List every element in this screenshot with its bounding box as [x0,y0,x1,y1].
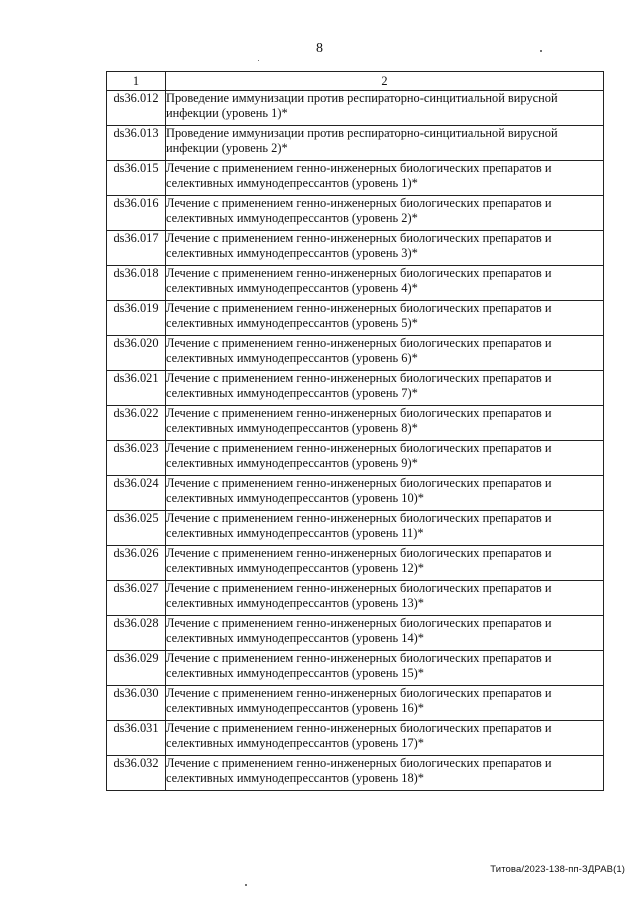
description-line-1: Лечение с применением генно-инженерных биологических препаратов и [166,196,552,210]
table-row [107,651,604,686]
table-row [107,336,604,371]
row-code: ds36.022 [107,406,166,441]
table-row [107,756,604,791]
description-line-1: Лечение с применением генно-инженерных биологических препаратов и [166,231,552,245]
row-code: ds36.021 [107,371,166,406]
description-line-2: селективных иммунодепрессантов (уровень 10)* [166,491,425,505]
column-header-code: 1 [107,72,166,91]
description-line-1: Лечение с применением генно-инженерных биологических препаратов и [166,336,552,350]
description-line-1: Лечение с применением генно-инженерных биологических препаратов и [166,406,552,420]
row-description [166,336,604,371]
description-line-2: селективных иммунодепрессантов (уровень 1)* [166,176,418,190]
codes-table [106,71,604,791]
table-row [107,511,604,546]
row-code: ds36.012 [107,91,166,126]
row-description [166,476,604,511]
row-code: ds36.025 [107,511,166,546]
row-code: ds36.028 [107,616,166,651]
row-code: ds36.020 [107,336,166,371]
row-description [166,511,604,546]
table-row [107,616,604,651]
description-line-2: селективных иммунодепрессантов (уровень 9)* [166,456,418,470]
row-description [166,616,604,651]
row-description [166,126,604,161]
scan-speck [245,884,247,886]
description-line-1: Проведение иммунизации против респираторно-синцитиальной вирусной [166,126,558,140]
table-header-row [107,72,604,91]
description-line-1: Проведение иммунизации против респираторно-синцитиальной вирусной [166,91,558,105]
table-row [107,441,604,476]
row-description [166,371,604,406]
description-line-1: Лечение с применением генно-инженерных биологических препаратов и [166,511,552,525]
row-description [166,581,604,616]
row-code: ds36.015 [107,161,166,196]
row-code: ds36.027 [107,581,166,616]
table-row [107,581,604,616]
description-line-1: Лечение с применением генно-инженерных биологических препаратов и [166,686,552,700]
row-description [166,686,604,721]
page-number: 8 [316,41,323,56]
column-header-description: 2 [166,72,604,91]
row-code: ds36.026 [107,546,166,581]
description-line-2: селективных иммунодепрессантов (уровень 8)* [166,421,418,435]
description-line-2: селективных иммунодепрессантов (уровень 12)* [166,561,425,575]
description-line-2: селективных иммунодепрессантов (уровень 4)* [166,281,418,295]
row-description [166,721,604,756]
description-line-1: Лечение с применением генно-инженерных биологических препаратов и [166,301,552,315]
row-code: ds36.030 [107,686,166,721]
row-code: ds36.019 [107,301,166,336]
table-row [107,196,604,231]
table-row [107,231,604,266]
description-line-1: Лечение с применением генно-инженерных биологических препаратов и [166,161,552,175]
description-line-2: селективных иммунодепрессантов (уровень 2)* [166,211,418,225]
description-line-2: селективных иммунодепрессантов (уровень 6)* [166,351,418,365]
row-code: ds36.029 [107,651,166,686]
description-line-2: селективных иммунодепрессантов (уровень 3)* [166,246,418,260]
row-code: ds36.016 [107,196,166,231]
description-line-2: селективных иммунодепрессантов (уровень 18)* [166,771,425,785]
scan-speck [540,50,542,52]
row-description [166,91,604,126]
row-code: ds36.018 [107,266,166,301]
description-line-2: селективных иммунодепрессантов (уровень 13)* [166,596,425,610]
row-code: ds36.024 [107,476,166,511]
row-code: ds36.013 [107,126,166,161]
description-line-2: селективных иммунодепрессантов (уровень 16)* [166,701,425,715]
description-line-1: Лечение с применением генно-инженерных биологических препаратов и [166,476,552,490]
row-description [166,546,604,581]
description-line-2: инфекции (уровень 1)* [166,106,288,120]
description-line-1: Лечение с применением генно-инженерных биологических препаратов и [166,581,552,595]
description-line-1: Лечение с применением генно-инженерных биологических препаратов и [166,616,552,630]
row-description [166,161,604,196]
table-row [107,126,604,161]
description-line-1: Лечение с применением генно-инженерных биологических препаратов и [166,756,552,770]
document-reference: Титова/2023-138-пп-ЗДРАВ(1) [490,864,625,875]
row-description [166,301,604,336]
description-line-1: Лечение с применением генно-инженерных биологических препаратов и [166,371,552,385]
row-code: ds36.023 [107,441,166,476]
row-code: ds36.032 [107,756,166,791]
row-code: ds36.017 [107,231,166,266]
row-description [166,756,604,791]
description-line-2: селективных иммунодепрессантов (уровень 7)* [166,386,418,400]
row-description [166,406,604,441]
description-line-2: селективных иммунодепрессантов (уровень 17)* [166,736,425,750]
table-row [107,686,604,721]
description-line-2: селективных иммунодепрессантов (уровень 5)* [166,316,418,330]
table-row [107,406,604,441]
table-row [107,721,604,756]
scan-speck [258,60,259,61]
description-line-1: Лечение с применением генно-инженерных биологических препаратов и [166,651,552,665]
table-row [107,371,604,406]
row-description [166,231,604,266]
row-description [166,651,604,686]
row-code: ds36.031 [107,721,166,756]
table-row [107,91,604,126]
description-line-2: инфекции (уровень 2)* [166,141,288,155]
table-row [107,546,604,581]
description-line-1: Лечение с применением генно-инженерных биологических препаратов и [166,266,552,280]
description-line-2: селективных иммунодепрессантов (уровень 15)* [166,666,425,680]
table-row [107,476,604,511]
row-description [166,266,604,301]
description-line-2: селективных иммунодепрессантов (уровень 11)* [166,526,424,540]
row-description [166,196,604,231]
row-description [166,441,604,476]
description-line-1: Лечение с применением генно-инженерных биологических препаратов и [166,546,552,560]
table-row [107,301,604,336]
description-line-2: селективных иммунодепрессантов (уровень 14)* [166,631,425,645]
description-line-1: Лечение с применением генно-инженерных биологических препаратов и [166,721,552,735]
description-line-1: Лечение с применением генно-инженерных биологических препаратов и [166,441,552,455]
table-row [107,266,604,301]
table-row [107,161,604,196]
